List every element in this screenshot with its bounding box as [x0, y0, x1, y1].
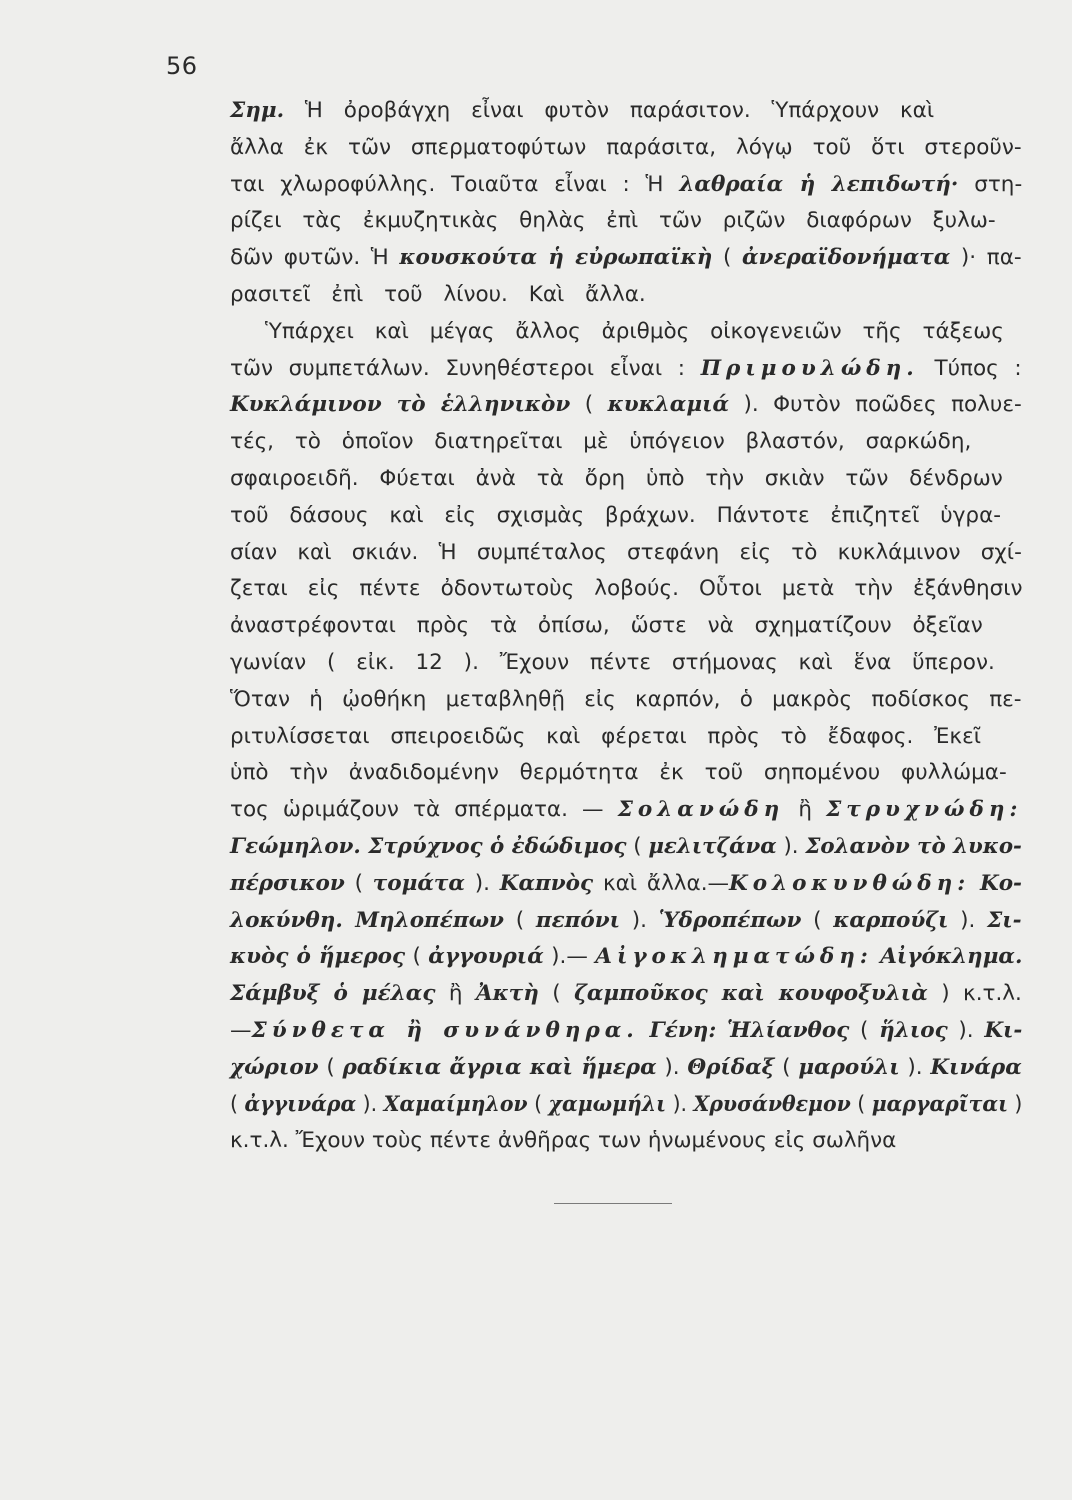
text-line: [230, 611, 983, 641]
emphasis-text: Σι-: [987, 907, 1022, 933]
text-line: [230, 538, 1022, 568]
text-run: ).: [356, 1091, 384, 1117]
text-run: [716, 1018, 727, 1043]
text-run: στη-: [958, 171, 1023, 197]
emphasis-text: Σολανὸν τὸ λυκο-: [805, 834, 1022, 859]
text-run: Ἡ ὀροβάγχη εἶναι φυτὸν παράσιτον. Ὑπάρχουν καὶ: [284, 98, 935, 123]
text-line: [230, 574, 1022, 604]
text-run: ἄλλα ἐκ τῶν σπερματοφύτων παράσιτα, λόγῳ τοῦ ὅτι στεροῦν-: [230, 134, 1022, 160]
emphasis-text: κυκλαμιά: [607, 392, 730, 418]
text-run: ).: [948, 907, 988, 933]
text-run: (: [626, 834, 649, 859]
emphasis-text: Αἰγοκληματώδη:: [595, 944, 873, 970]
text-line: [230, 722, 981, 752]
emphasis-text: Χαμαίμηλον: [383, 1091, 528, 1117]
text-line: [230, 942, 1022, 972]
text-line: [230, 758, 1007, 788]
text-line: [230, 648, 995, 678]
text-line: [230, 96, 934, 126]
text-run: (: [503, 907, 536, 933]
emphasis-text: Κινάρα: [930, 1054, 1022, 1080]
emphasis-text: πεπόνι: [535, 907, 621, 933]
text-run: (: [538, 981, 575, 1007]
emphasis-text: καρπούζι: [833, 907, 949, 933]
text-run: ρασιτεῖ ἐπὶ τοῦ λίνου. Καὶ ἄλλα.: [230, 282, 646, 307]
emphasis-text: ἀγγινάρα: [244, 1091, 357, 1117]
text-run: ) κ.τ.λ.: [927, 981, 1022, 1007]
text-line: [230, 1053, 1022, 1083]
text-line: [230, 832, 1022, 862]
text-run: ).: [947, 1018, 985, 1043]
emphasis-text: λαθραία ἡ λεπιδωτή·: [679, 171, 959, 197]
text-run: ἢ: [784, 797, 827, 823]
text-run: (: [318, 1054, 343, 1080]
emphasis-text: ραδίκια ἄγρια καὶ ἥμερα: [342, 1054, 657, 1080]
text-line: [230, 354, 1022, 384]
emphasis-text: πέρσικον: [230, 870, 345, 896]
text-run: ).—: [543, 944, 596, 970]
text-run: δῶν φυτῶν. Ἡ: [230, 245, 400, 271]
text-run: (: [774, 1054, 799, 1080]
text-line: [230, 206, 996, 236]
emphasis-text: Πριμουλώδη.: [700, 355, 919, 381]
text-run: Ὑπάρχει καὶ μέγας ἄλλος ἀριθμὸς οἰκογενειῶν τῆς τάξεως: [265, 318, 1004, 344]
text-run: Ὅταν ἡ ᾠοθήκη μεταβληθῇ εἰς καρπόν, ὁ μακρὸς ποδίσκος πε-: [230, 686, 1022, 712]
text-run: ).: [666, 1091, 694, 1117]
text-line: [230, 243, 1022, 273]
emphasis-text: Γεώμηλον. Στρύχνος ὁ ἐδώδιμος: [230, 834, 627, 859]
emphasis-text: Κυκλάμινον τὸ ἑλληνικὸν: [230, 392, 571, 418]
text-run: (: [850, 1091, 872, 1117]
text-run: τές, τὸ ὁποῖον διατηρεῖται μὲ ὑπόγειον βλαστόν, σαρκώδη,: [230, 429, 972, 455]
text-run: ται χλωροφύλλης. Τοιαῦτα εἶναι : Ἡ: [230, 171, 680, 197]
emphasis-text: κυὸς ὁ ἥμερος: [230, 944, 406, 970]
emphasis-text: Γένη:: [649, 1018, 717, 1043]
text-run: γωνίαν ( εἰκ. 12 ). Ἔχουν πέντε στήμονας καὶ ἕνα ὕπερον.: [230, 650, 995, 675]
text-run: ρίζει τὰς ἐκμυζητικὰς θηλὰς ἐπὶ τῶν ριζῶν διαφόρων ξυλω-: [230, 208, 996, 234]
text-run: [639, 1018, 650, 1043]
text-run: ἀναστρέφονται πρὸς τὰ ὀπίσω, ὥστε νὰ σχηματίζουν ὀξεῖαν: [230, 613, 983, 639]
text-run: ἢ: [435, 981, 476, 1007]
text-line: [230, 464, 1003, 494]
text-run: —: [230, 1018, 252, 1043]
text-run: καὶ ἄλλα.—: [593, 870, 730, 896]
text-run: ).: [464, 870, 500, 896]
emphasis-text: χαμωμήλι: [548, 1091, 667, 1117]
text-line: [230, 869, 1022, 899]
text-run: Τύπος :: [918, 355, 1022, 381]
text-line: [230, 979, 1022, 1009]
emphasis-text: μαρούλι: [798, 1054, 900, 1080]
text-run: [970, 871, 980, 896]
page-number: 56: [166, 52, 198, 80]
emphasis-text: Σολανώδη: [617, 797, 785, 823]
text-run: ).: [620, 907, 659, 933]
text-run: τος ὡριμάζουν τὰ σπέρματα. —: [230, 797, 618, 823]
emphasis-text: Κο-: [980, 870, 1022, 896]
emphasis-text: Σημ.: [230, 98, 285, 123]
text-run: (: [712, 245, 742, 271]
text-line: [230, 280, 646, 310]
text-line: [230, 685, 1022, 715]
text-run: (: [230, 1091, 245, 1117]
text-run: )· πα-: [950, 245, 1022, 271]
text-line: [230, 1016, 1022, 1046]
emphasis-text: μελιτζάνα: [648, 834, 777, 859]
text-line: [230, 795, 1022, 825]
text-run: σφαιροειδῆ. Φύεται ἀνὰ τὰ ὄρη ὑπὸ τὴν σκιὰν τῶν δένδρων: [230, 466, 1003, 491]
emphasis-text: ζαμποῦκος καὶ κουφοξυλιὰ: [574, 981, 928, 1007]
emphasis-text: τομάτα: [372, 870, 465, 896]
text-run: (: [405, 944, 429, 970]
text-run: (: [849, 1018, 880, 1043]
emphasis-text: Κι-: [984, 1018, 1023, 1043]
text-run: ). Φυτὸν ποῶδες πολυε-: [729, 392, 1022, 418]
text-run: (: [527, 1091, 549, 1117]
text-run: ).: [656, 1054, 688, 1080]
emphasis-text: ἥλιος: [879, 1018, 948, 1043]
emphasis-text: Σάμβυξ ὁ μέλας: [230, 981, 436, 1007]
text-line: [230, 1126, 896, 1156]
text-run: κ.τ.λ. Ἔχουν τοὺς πέντε ἀνθῆρας των ἡνωμένους εἰς σωλῆνα: [230, 1128, 897, 1154]
emphasis-text: ἀγγουριά: [428, 944, 544, 970]
text-run: τῶν συμπετάλων. Συνηθέστεροι εἶναι :: [230, 355, 701, 381]
emphasis-text: Καπνὸς: [499, 870, 594, 896]
text-run: (: [570, 392, 608, 418]
emphasis-text: Χρυσάνθεμον: [693, 1091, 851, 1117]
text-run: ζεται εἰς πέντε ὀδοντωτοὺς λοβούς. Οὗτοι μετὰ τὴν ἐξάνθησιν: [230, 576, 1023, 602]
text-run: (: [344, 870, 373, 896]
emphasis-text: ἀνεραϊδονήματα: [741, 245, 951, 271]
emphasis-text: Ἀκτὴ: [475, 981, 539, 1007]
text-line: [230, 501, 1001, 531]
emphasis-text: λοκύνθη. Μηλοπέπων: [230, 907, 504, 933]
footnote-rule: [554, 1203, 672, 1204]
emphasis-text: Στρυχνώδη:: [826, 797, 1023, 823]
text-run: ὑπὸ τὴν ἀναδιδομένην θερμότητα ἐκ τοῦ σηπομένου φυλλώμα-: [230, 760, 1007, 786]
text-line: [230, 906, 1022, 936]
text-run: ).: [776, 834, 806, 859]
text-run: τοῦ δάσους καὶ εἰς σχισμὰς βράχων. Πάντοτε ἐπιζητεῖ ὑγρα-: [230, 502, 1001, 528]
emphasis-text: χώριον: [230, 1054, 319, 1080]
emphasis-text: Ἡλίανθος: [727, 1018, 850, 1043]
text-line: [230, 427, 971, 457]
text-line: [230, 170, 1022, 200]
text-run: ): [1007, 1091, 1023, 1117]
emphasis-text: κουσκούτα ἡ εὐρωπαϊκὴ: [399, 245, 713, 271]
emphasis-text: Σύνθετα ἢ συνάνθηρα.: [251, 1018, 639, 1043]
emphasis-text: μαργαρῖται: [871, 1091, 1008, 1117]
text-line: [265, 317, 1004, 347]
text-run: ).: [899, 1054, 931, 1080]
text-line: [230, 390, 1022, 420]
text-run: σίαν καὶ σκιάν. Ἡ συμπέταλος στεφάνη εἰς τὸ κυκλάμινον σχί-: [230, 539, 1022, 565]
text-line: [230, 1090, 1022, 1120]
emphasis-text: Ὑδροπέπων: [658, 907, 802, 933]
text-run: (: [801, 907, 834, 933]
emphasis-text: Κολοκυνθώδη:: [729, 870, 971, 896]
emphasis-text: Αἰγόκλημα.: [880, 944, 1023, 970]
text-line: [230, 133, 1022, 163]
emphasis-text: Θρίδαξ: [687, 1054, 775, 1080]
text-run: ριτυλίσσεται σπειροειδῶς καὶ φέρεται πρὸς τὸ ἔδαφος. Ἐκεῖ: [230, 723, 981, 749]
